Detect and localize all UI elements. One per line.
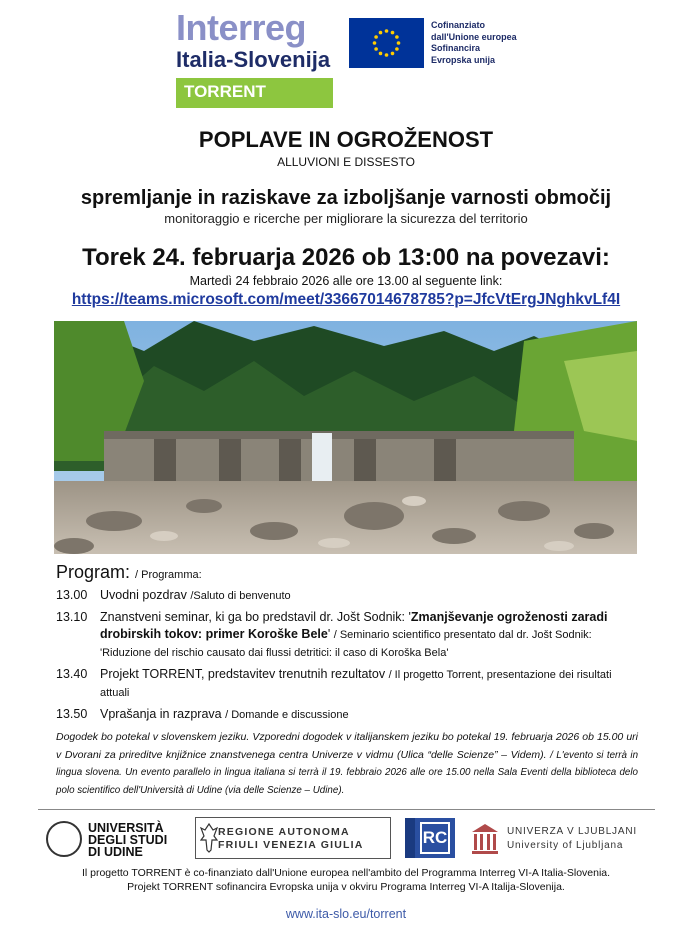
funding-note-it: Il progetto TORRENT è co-finanziato dall'Unione europea nell'ambito del Programma Interreg VI-A Italia-Slovenia. bbox=[81, 867, 611, 879]
uniud-logo-text: UNIVERSITÀ DEGLI STUDI DI UDINE bbox=[88, 821, 168, 859]
list-item: 13.50 Vprašanja in razprava / Domande e discussione bbox=[56, 707, 349, 721]
header bbox=[0, 0, 692, 112]
check-dam-photo bbox=[54, 321, 637, 554]
language-note: Dogodek bo potekal v slovenskem jeziku. Vzporedni dogodek v italijanskem jeziku bo potekal 19. februarja 2026 ob 15.00 uri v Dvorani za prireditve knjižnice znanstvenega centra Univerze v vidmu (Ulica “delle Scienze” – Videm). / L'evento si terrà in lingua slovena. Un evento parallelo in lingua italiana si terrà il 19. febbraio 2026 alle ore 15.00 nella Sala Eventi della biblioteca delo polo scientifico dell'Università di Udine (via delle Scienze – Udine). bbox=[56, 731, 639, 796]
list-item: 13.00 Uvodni pozdrav /Saluto di benvenuto bbox=[56, 588, 291, 602]
main-title-it: ALLUVIONI E DISSESTO bbox=[277, 155, 415, 169]
event-date: Torek 24. februarja 2026 ob 13:00 na povezavi: bbox=[82, 244, 610, 271]
fvg-logo-text: REGIONE AUTONOMA FRIULI VENEZIA GIULIA bbox=[218, 826, 364, 851]
event-date-it: Martedì 24 febbraio 2026 alle ore 13.00 al seguente link: bbox=[189, 274, 503, 288]
subtitle: spremljanje in raziskave za izboljšanje varnosti območij bbox=[80, 187, 612, 209]
funding-note-sl: Projekt TORRENT sofinancira Evropska unija v okviru Programa Interreg VI-A Italija-Slovenija. bbox=[127, 881, 565, 893]
program-name: Italia-Slovenija bbox=[176, 47, 331, 72]
list-item: 13.10 Znanstveni seminar, ki ga bo predstavil dr. Jošt Sodnik: 'Zmanjševanje ogroženosti zaradi drobirskih tokov: primer Koroške Bele' / Seminario scientifico presentato dal dr. Jošt Sodnik: 'Riduzione del rischio causato dai flussi detritici: il caso di Koroška Bela' bbox=[56, 610, 608, 659]
teams-link[interactable]: https://teams.microsoft.com/meet/33667014678785?p=JfcVtErgJNghkvLf4I bbox=[71, 291, 621, 308]
eagle-icon bbox=[200, 822, 218, 854]
koper-logo: KOPER RC bbox=[405, 818, 455, 858]
subtitle-it: monitoraggio e ricerche per migliorare la sicurezza del territorio bbox=[164, 211, 528, 226]
unilj-logo-text: UNIVERZA V LJUBLJANI University of Ljubljana bbox=[507, 826, 637, 851]
interreg-logo-text: Interreg bbox=[176, 7, 307, 48]
program-list bbox=[56, 587, 638, 728]
list-item: 13.40 Projekt TORRENT, predstavitev trenutnih rezultatov / Il progetto Torrent, presentazione dei risultati attuali bbox=[56, 667, 612, 699]
eu-flag-icon bbox=[349, 18, 424, 68]
program-heading: Program: / Programma: bbox=[56, 562, 202, 582]
university-building-icon bbox=[470, 822, 500, 856]
project-badge: TORRENT bbox=[176, 78, 333, 108]
main-title: POPLAVE IN OGROŽENOST bbox=[198, 127, 494, 152]
uniud-seal-icon bbox=[46, 821, 82, 857]
eu-cofunding-text: Cofinanziato dall'Unione europea Sofinancira Evropska unija bbox=[431, 20, 517, 65]
divider bbox=[38, 809, 655, 810]
website-link[interactable]: www.ita-slo.eu/torrent bbox=[285, 907, 407, 921]
